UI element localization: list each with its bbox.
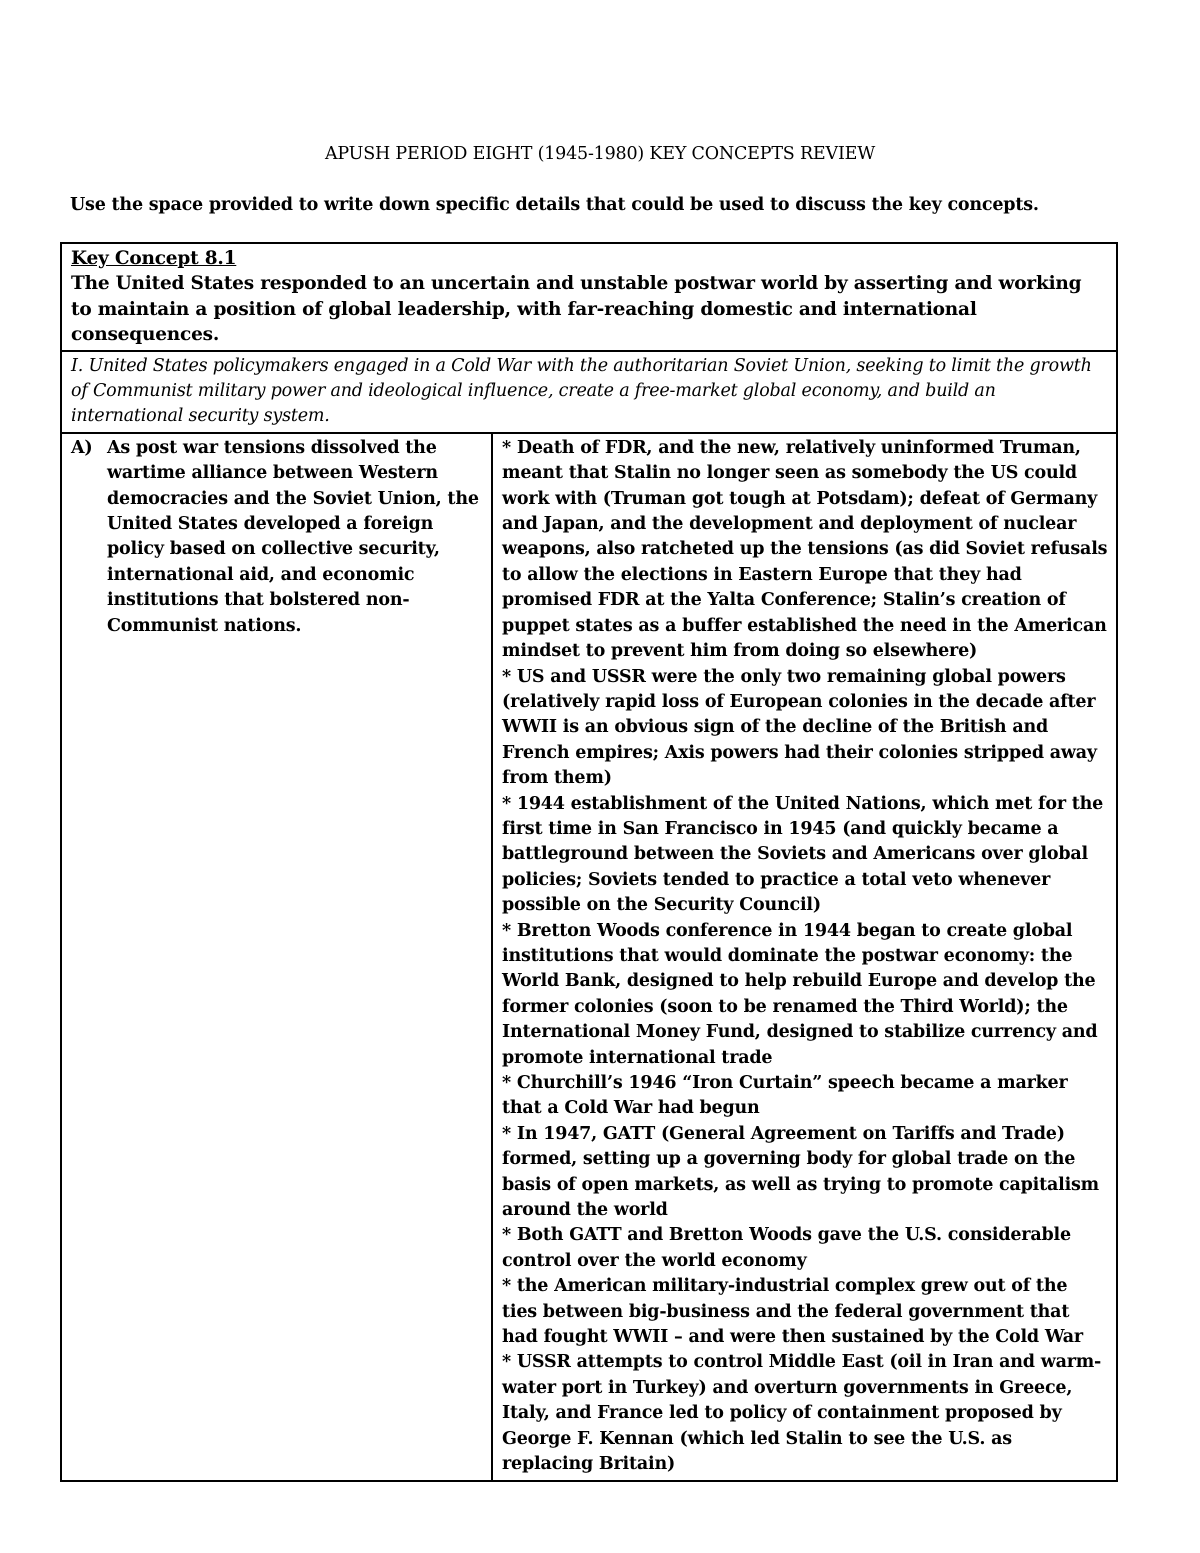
instructions-text: Use the space provided to write down specific details that could be used to discuss the key concepts. xyxy=(70,195,1039,215)
detail-item: * USSR attempts to control Middle East (oil in Iran and warm-water port in Turkey) and overturn governments in Greece, Italy, and France led to policy of containment proposed by George F. Kennan (which led Stalin to see the U.S. as replacing Britain) xyxy=(502,1352,1102,1475)
detail-item: * Both GATT and Bretton Woods gave the U.S. considerable control over the world economy xyxy=(502,1225,1071,1271)
detail-item: * Death of FDR, and the new, relatively uninformed Truman, meant that Stalin no longer seen as somebody the US could work with (Truman got tough at Potsdam); defeat of Germany and Japan, and the development and deployment of nuclear weapons, also ratcheted up the tensions (as did Soviet refusals to allow the elections in Eastern Europe that they had promised FDR at the Yalta Conference; Stalin’s creation of puppet states as a buffer established the need in the American mindset to prevent him from doing so elsewhere) xyxy=(502,437,1108,662)
point-row xyxy=(61,433,1117,1481)
key-concept-statement: The United States responded to an uncertain and unstable postwar world by asserting and working to maintain a position of global leadership, with far-reaching domestic and international consequences. xyxy=(71,273,1082,346)
document-title: APUSH PERIOD EIGHT (1945-1980) KEY CONCEPTS REVIEW xyxy=(324,144,876,164)
detail-item: * Churchill’s 1946 “Iron Curtain” speech became a marker that a Cold War had begun xyxy=(502,1073,1068,1119)
subpoint-row xyxy=(61,351,1117,433)
details-list xyxy=(502,436,1108,1478)
key-concept-heading: Key Concept 8.1 xyxy=(71,248,237,269)
details-cell xyxy=(492,433,1117,1481)
key-concept-table xyxy=(60,242,1118,1482)
subpoint-text: I. United States policymakers engaged in a Cold War with the authoritarian Soviet Union, seeking to limit the growth of Communist military power and ideological influence, create a free-market global economy, and build an international security system. xyxy=(71,355,1092,427)
point-a xyxy=(71,436,483,639)
key-concept-header-cell xyxy=(61,243,1117,351)
detail-item: * In 1947, GATT (General Agreement on Tariffs and Trade) formed, setting up a governing body for global trade on the basis of open markets, as well as trying to promote capitalism around the world xyxy=(502,1123,1099,1221)
point-text: As post war tensions dissolved the wartime alliance between Western democracies and the Soviet Union, the United States developed a foreign policy based on collective security, international aid, and economic institutions that bolstered non-Communist nations. xyxy=(107,437,479,636)
detail-item: * the American military-industrial complex grew out of the ties between big-business and the federal government that had fought WWII – and were then sustained by the Cold War xyxy=(502,1276,1083,1348)
detail-item: * US and USSR were the only two remaining global powers (relatively rapid loss of European colonies in the decade after WWII is an obvious sign of the decline of the British and French empires; Axis powers had their colonies stripped away from them) xyxy=(502,666,1097,789)
detail-item: * 1944 establishment of the United Nations, which met for the first time in San Francisco in 1945 (and quickly became a battleground between the Soviets and Americans over global policies; Soviets tended to practice a total veto whenever possible on the Security Council) xyxy=(502,793,1104,916)
point-label: A) xyxy=(71,437,93,458)
subpoint-cell xyxy=(61,351,1117,433)
detail-item: * Bretton Woods conference in 1944 began to create global institutions that would dominate the postwar economy: the World Bank, designed to help rebuild Europe and develop the former colonies (soon to be renamed the Third World); the International Money Fund, designed to stabilize currency and promote international trade xyxy=(502,920,1098,1068)
key-concept-header-row xyxy=(61,243,1117,351)
point-cell xyxy=(61,433,492,1481)
